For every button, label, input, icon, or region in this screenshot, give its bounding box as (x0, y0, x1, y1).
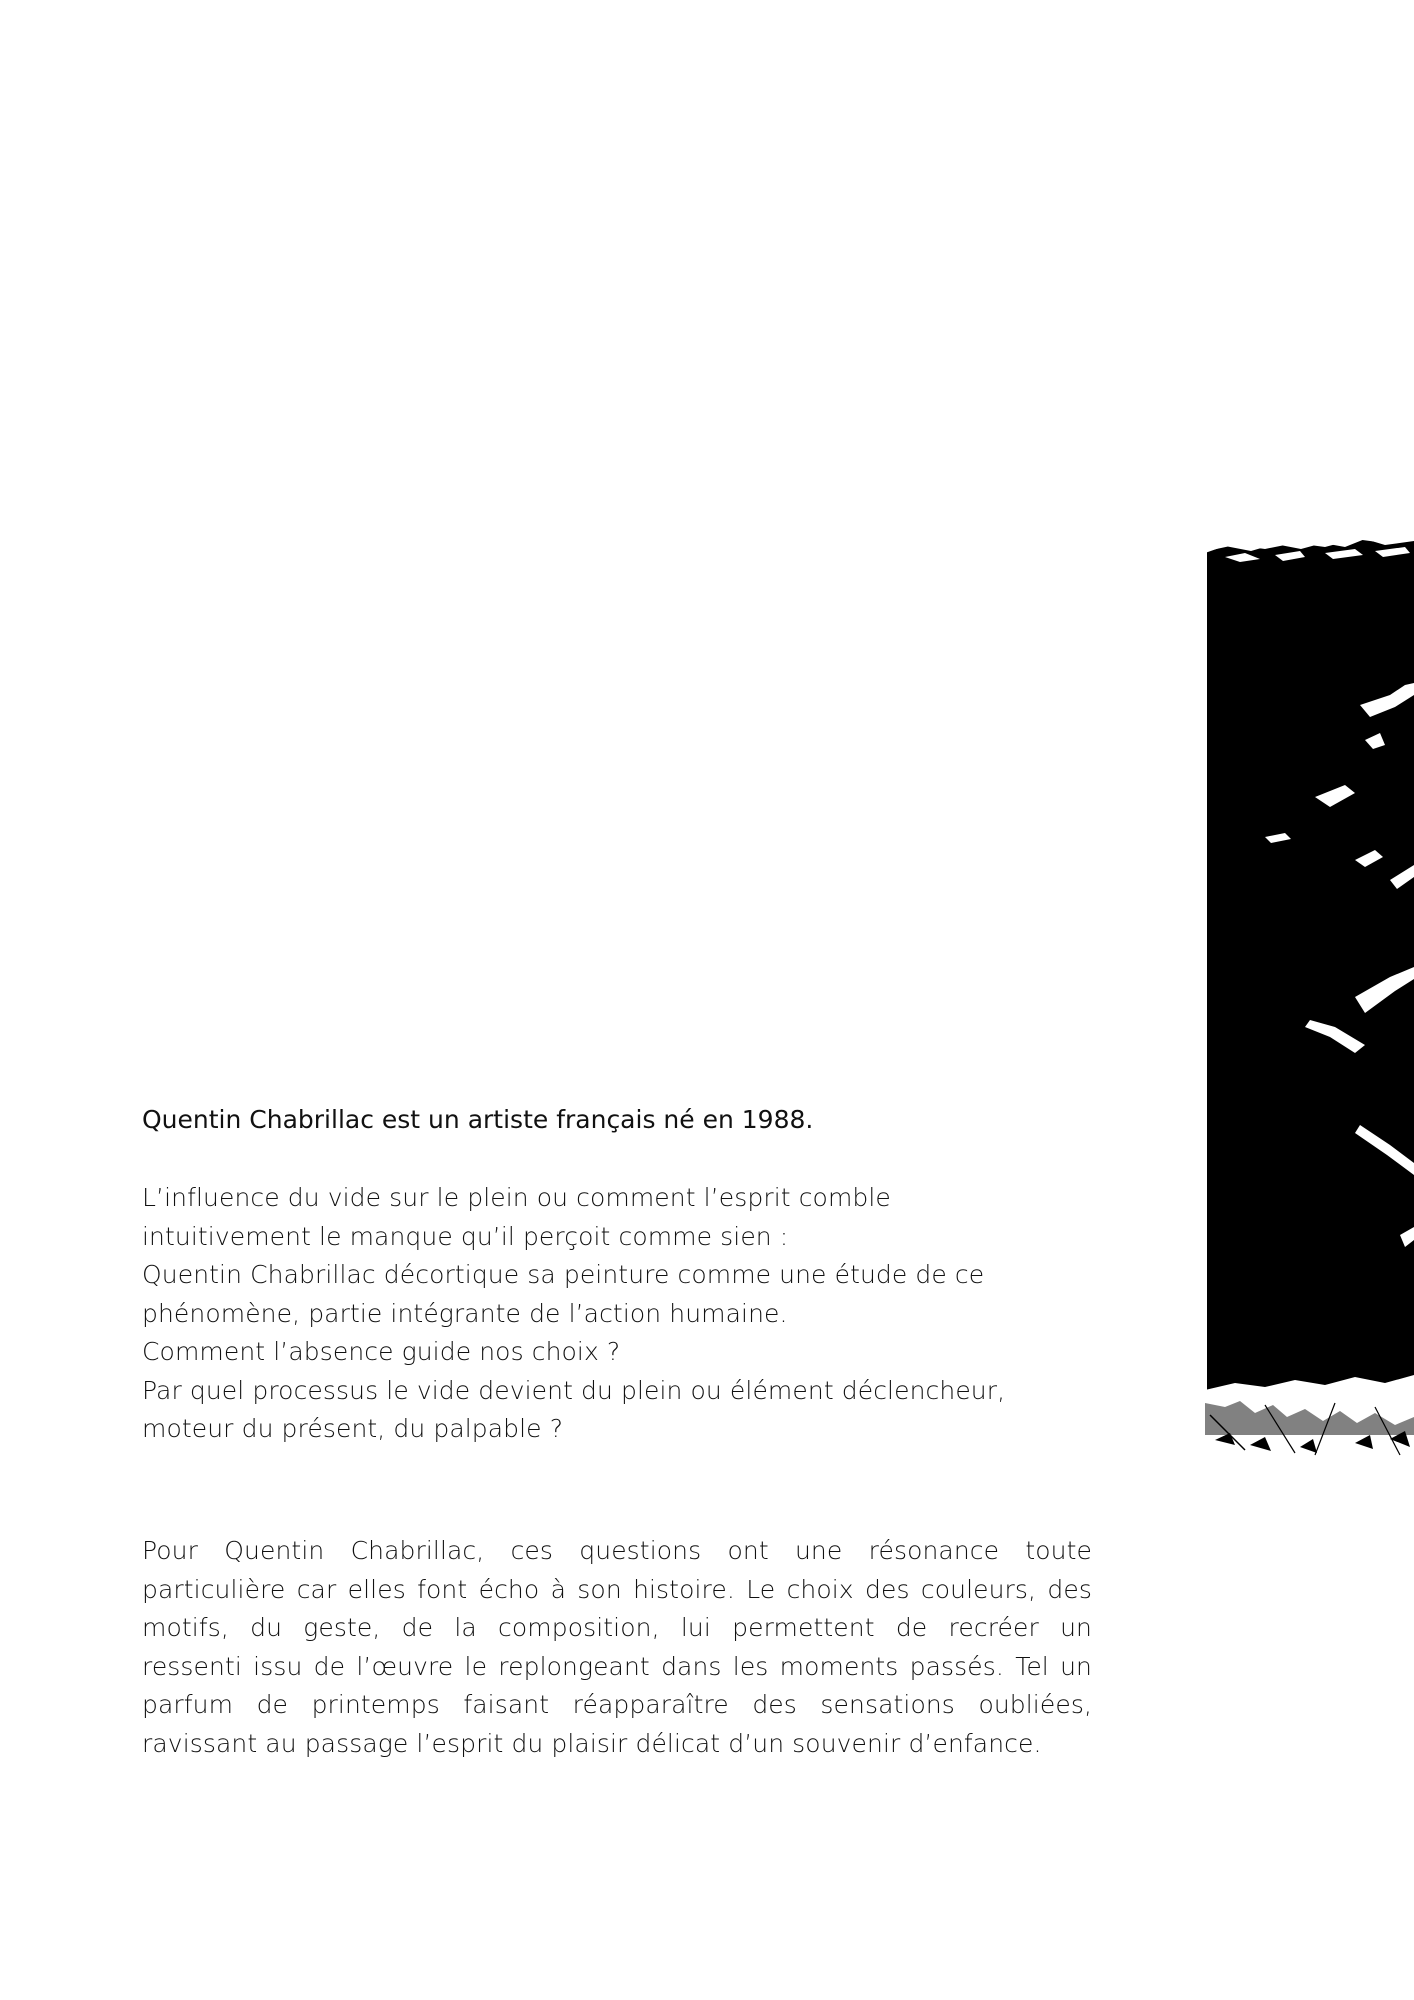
paragraph-line: Quentin Chabrillac décortique sa peinture comme une étude de ce (142, 1260, 985, 1289)
paragraph-line: motifs, du geste, de la composition, lui permettent de recréer un (142, 1613, 1092, 1642)
paragraph-line: phénomène, partie intégrante de l’action humaine. (142, 1298, 788, 1328)
paragraph-line: parfum de printemps faisant réapparaître des sensations oubliées, (142, 1690, 1092, 1719)
paragraph-line: L’influence du vide sur le plein ou comment l’esprit comble (142, 1183, 891, 1212)
paragraph-line: Pour Quentin Chabrillac, ces questions ont une résonance toute (142, 1536, 1092, 1565)
paragraph-line: Par quel processus le vide devient du plein ou élément déclencheur, (142, 1375, 1006, 1405)
paragraph-line: ravissant au passage l’esprit du plaisir délicat d’un souvenir d’enfance. (142, 1728, 1042, 1758)
painting-svg (1205, 535, 1414, 1467)
black-ink-painting-image (1205, 535, 1414, 1467)
paragraph-line: intuitivement le manque qu’il perçoit comme sien : (142, 1221, 789, 1251)
paragraph-line: ressenti issu de l’œuvre le replongeant dans les moments passés. Tel un (142, 1651, 1092, 1681)
paragraph-line: Comment l’absence guide nos choix ? (142, 1337, 621, 1366)
artist-history-paragraph (142, 1532, 1092, 1763)
artist-intro-text: Quentin Chabrillac est un artiste français né en 1988. (142, 1105, 814, 1134)
artist-statement-paragraph (142, 1179, 1092, 1449)
paragraph-line: particulière car elles font écho à son histoire. Le choix des couleurs, des (142, 1574, 1092, 1604)
paragraph-line: moteur du présent, du palpable ? (142, 1414, 564, 1443)
